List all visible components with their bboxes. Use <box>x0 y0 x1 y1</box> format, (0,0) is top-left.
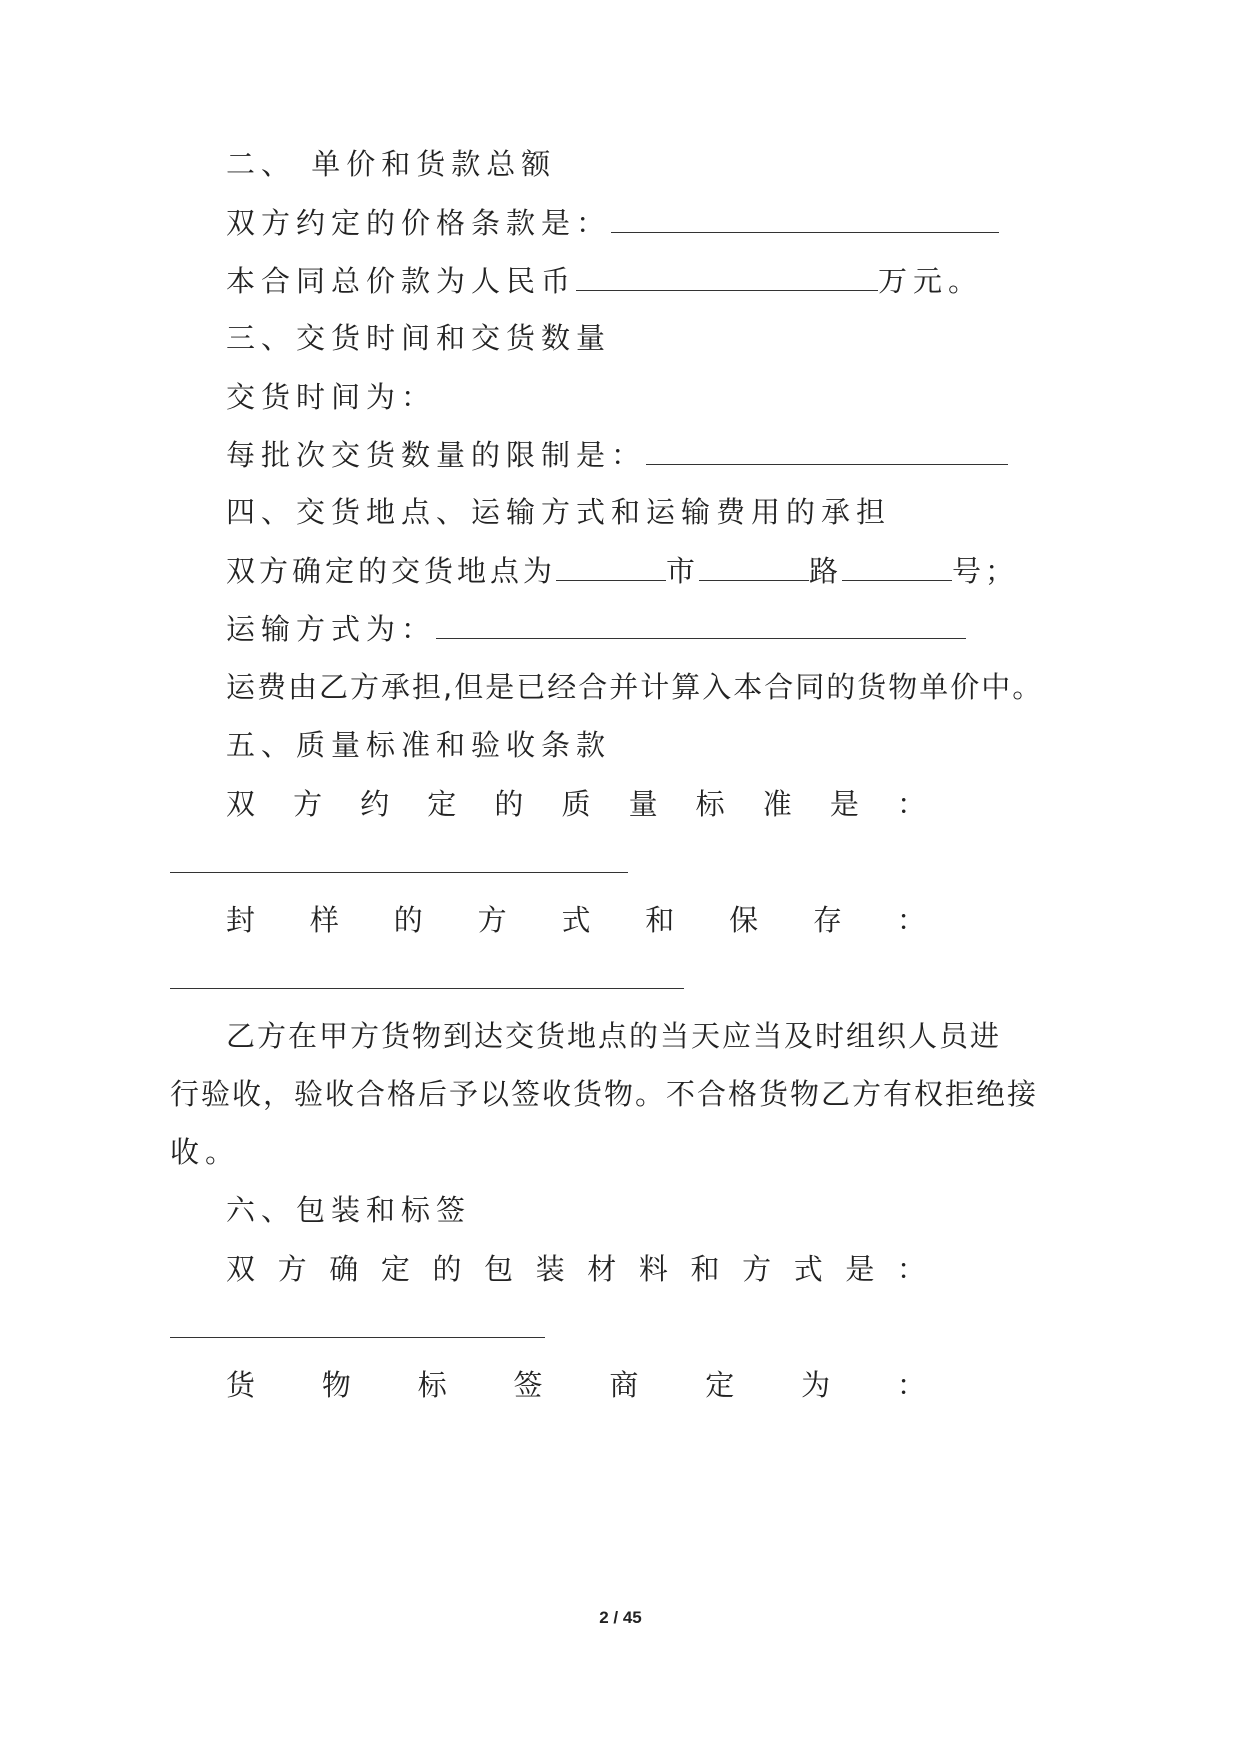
char: 方 <box>293 787 323 821</box>
acceptance-paragraph-line: 乙方在甲方货物到达交货地点的当天应当及时组织人员进 <box>226 1019 1002 1053</box>
transport-blank[interactable] <box>436 612 966 639</box>
delivery-time-label: 交货时间为： <box>226 380 437 414</box>
char: 方 <box>477 903 507 937</box>
acceptance-paragraph-line: 收。 <box>170 1135 241 1169</box>
char: ： <box>896 903 926 937</box>
price-terms-line <box>226 203 999 243</box>
section-heading: 五、质量标准和验收条款 <box>226 728 612 762</box>
char: 是 <box>829 787 859 821</box>
delivery-place-prefix: 双方确定的交货地点为 <box>226 554 557 588</box>
delivery-limit-line <box>226 435 1008 475</box>
quality-standard-label <box>226 784 926 824</box>
char: 确 <box>329 1252 359 1286</box>
acceptance-paragraph-line: 行验收，验收合格后予以签收货物。不合格货物乙方有权拒绝接 <box>170 1077 1039 1111</box>
transport-line <box>226 609 966 649</box>
number-label: 号； <box>952 554 1019 588</box>
char: 方 <box>277 1252 307 1286</box>
char: 定 <box>427 787 457 821</box>
delivery-place-line <box>226 551 1018 591</box>
section-heading: 二、 单价和货款总额 <box>226 147 557 181</box>
goods-label-label <box>226 1365 926 1405</box>
packaging-label <box>226 1249 926 1289</box>
char: 商 <box>609 1368 639 1402</box>
char: 量 <box>628 787 658 821</box>
page-number: 2 / 45 <box>599 1608 642 1627</box>
char: 质 <box>561 787 591 821</box>
number-blank[interactable] <box>842 554 952 581</box>
char: 标 <box>417 1368 447 1402</box>
char: ： <box>896 787 926 821</box>
char: 的 <box>393 903 423 937</box>
seal-sample-label <box>226 900 926 940</box>
char: 双 <box>226 787 256 821</box>
city-blank[interactable] <box>556 554 666 581</box>
char: 准 <box>762 787 792 821</box>
packaging-blank[interactable] <box>170 1337 545 1338</box>
char: 方 <box>742 1252 772 1286</box>
char: ： <box>896 1368 926 1402</box>
transport-label: 运输方式为： <box>226 612 437 646</box>
char: 装 <box>535 1252 565 1286</box>
char: 样 <box>309 903 339 937</box>
char: 约 <box>360 787 390 821</box>
section-heading: 六、包装和标签 <box>226 1193 472 1227</box>
char: 式 <box>561 903 591 937</box>
char: ： <box>896 1252 926 1286</box>
seal-sample-blank[interactable] <box>170 988 684 989</box>
char: 封 <box>226 903 256 937</box>
char: 式 <box>793 1252 823 1286</box>
char: 和 <box>645 903 675 937</box>
road-label: 路 <box>809 554 843 588</box>
char: 定 <box>380 1252 410 1286</box>
total-price-suffix: 万元。 <box>878 264 984 298</box>
char: 物 <box>321 1368 351 1402</box>
price-terms-blank[interactable] <box>611 206 999 233</box>
quality-standard-blank[interactable] <box>170 872 628 873</box>
char: 签 <box>513 1368 543 1402</box>
char: 和 <box>690 1252 720 1286</box>
char: 保 <box>729 903 759 937</box>
delivery-limit-blank[interactable] <box>646 438 1008 465</box>
char: 货 <box>226 1368 256 1402</box>
price-terms-label: 双方约定的价格条款是： <box>226 206 612 240</box>
char: 包 <box>484 1252 514 1286</box>
delivery-limit-label: 每批次交货数量的限制是： <box>226 438 647 472</box>
total-price-blank[interactable] <box>576 264 878 291</box>
total-price-prefix: 本合同总价款为人民币 <box>226 264 577 298</box>
char: 材 <box>587 1252 617 1286</box>
road-blank[interactable] <box>699 554 809 581</box>
char: 的 <box>494 787 524 821</box>
section-heading: 三、交货时间和交货数量 <box>226 321 612 355</box>
section-heading: 四、交货地点、运输方式和运输费用的承担 <box>226 495 892 529</box>
char: 料 <box>638 1252 668 1286</box>
city-label: 市 <box>666 554 700 588</box>
char: 定 <box>705 1368 735 1402</box>
char: 是 <box>845 1252 875 1286</box>
char: 的 <box>432 1252 462 1286</box>
char: 存 <box>813 903 843 937</box>
char: 双 <box>226 1252 256 1286</box>
char: 为 <box>801 1368 831 1402</box>
total-price-line <box>226 261 983 301</box>
freight-text: 运费由乙方承担,但是已经合并计算入本合同的货物单价中。 <box>226 670 1044 704</box>
char: 标 <box>695 787 725 821</box>
